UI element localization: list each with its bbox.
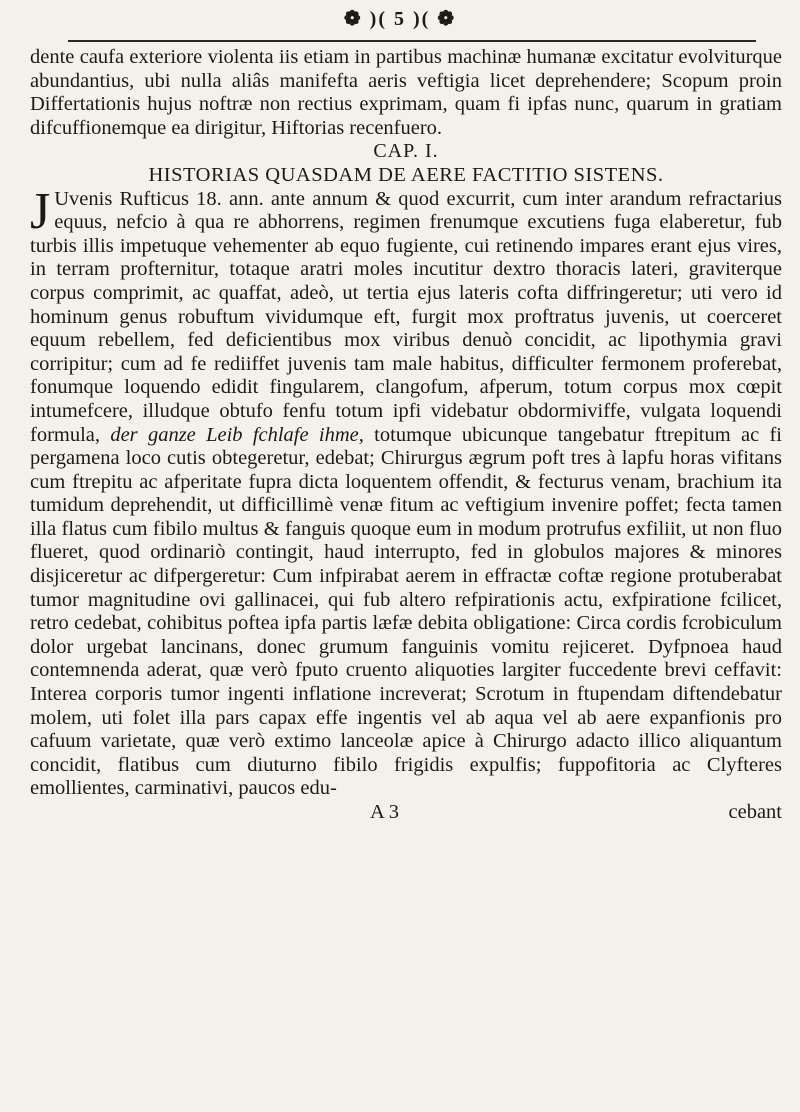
section-title: HISTORIAS QUASDAM DE AERE FACTITIO SISTENS. xyxy=(148,163,664,186)
header-rule xyxy=(68,40,756,42)
signature-mark: A 3 xyxy=(370,801,400,823)
drop-cap: J xyxy=(30,182,51,240)
catchword: cebant xyxy=(728,801,782,823)
text-block xyxy=(30,46,782,825)
intro-paragraph: dente caufa exteriore violenta iis etiam in partibus machinæ humanæ excitatur evolviturque abundantius, ubi nulla aliâs manifefta aeris veftigia licet deprehendere; Scopum proin Differtationis hujus noftræ non rectius exprimam, quam fi ipfas nunc, quarum in gratiam difcuffionemque ea dirigitur, Hiftorias recenfuero. xyxy=(30,46,782,139)
page-footer xyxy=(30,801,782,825)
german-phrase: der ganze Leib fchlafe ihme, xyxy=(110,423,364,446)
body-paragraph xyxy=(30,182,782,801)
page-header xyxy=(0,2,800,38)
chapter-label: CAP. I. xyxy=(373,140,439,163)
header-ornament: ❁ )( 5 )( ❁ xyxy=(343,8,457,30)
body-text-part2: totumque ubicunque tangebatur ftrepitum ac fi pergamena loco cutis obtegeretur, edebat; Chirurgus ægrum poft tres à lapfu horas vifitans cum ftrepitu ac afperitate fupra dicta loquentem offendit, & fecturus venam, brachium ita tumidum deprehendit, ut difficillimè venæ fitum ac veftigium invenire poffet; fecta tamen illa flatus cum fibilo multus & fanguis quoque eum in modum protrufus exfiliit, ut non fluo flueret, quod ordinariò contingit, haud interrupto, fed in globulos majores & minores disjiceretur ac difpergeretur: Cum infpirabat aerem in effractæ coftæ regione protuberabat tumor magnitudine ovi gallinacei, qui fub altero refpirationis actu, exfpiratione fcilicet, retro cedebat, cohibitus poftea ipfa partis læfæ debita obligatione: Circa cordis fcrobiculum dolor urgebat lancinans, donec grumum fanguinis vomitu rejiceret. Dyfpnoea haud contemnenda aderat, quæ verò fputo cruento aliquoties largiter fuccedente brevi ceffavit: Interea corporis tumor ingenti inflatione increverat; Scrotum in ftupendam diftendebatur molem, uti folet illa pars capax effe ingentis vel ab aqua vel ab aere expanfionis pro cafuum varietate, quæ verò extimo lanceolæ apice à Chirurgo adacto illico aliquantum concidit, flatibus cum diuturno fibilo frigidis expulfis; fuppofitoria ac Clyfteres emollientes, carminativi, paucos edu- xyxy=(30,423,782,800)
body-text-part1: Uvenis Rufticus 18. ann. ante annum & quod excurrit, cum inter arandum refractarius equus, nefcio à qua re abhorrens, regimen frenumque excutiens fuga elaberetur, fub turbis illis impetuque vehementer ab equo fugiente, cui retinendo impares erant ejus vires, in terram profternitur, totaque aratri moles incutitur dextro thoracis lateri, graviterque corpus comprimit, ac quaffat, adeò, ut tertia ejus lateris cofta diffringeretur; uti vero id hominum genus robuftum vividumque eft, furgit mox proftratus juvenis, ut coerceret equum rebellem, fed deficientibus mox viribus denuò concidit, ac lipothymia gravi corripitur; cum ad fe rediiffet juvenis tam male habitus, difficulter fermonem proferebat, fonumque loquendo edidit fingularem, clangofum, afperum, totum corpus mox cœpit intumefcere, illudque obtufo fenfu totum ipfi videbatur obdormiviffe, vulgata loquendi formula, xyxy=(30,187,782,446)
